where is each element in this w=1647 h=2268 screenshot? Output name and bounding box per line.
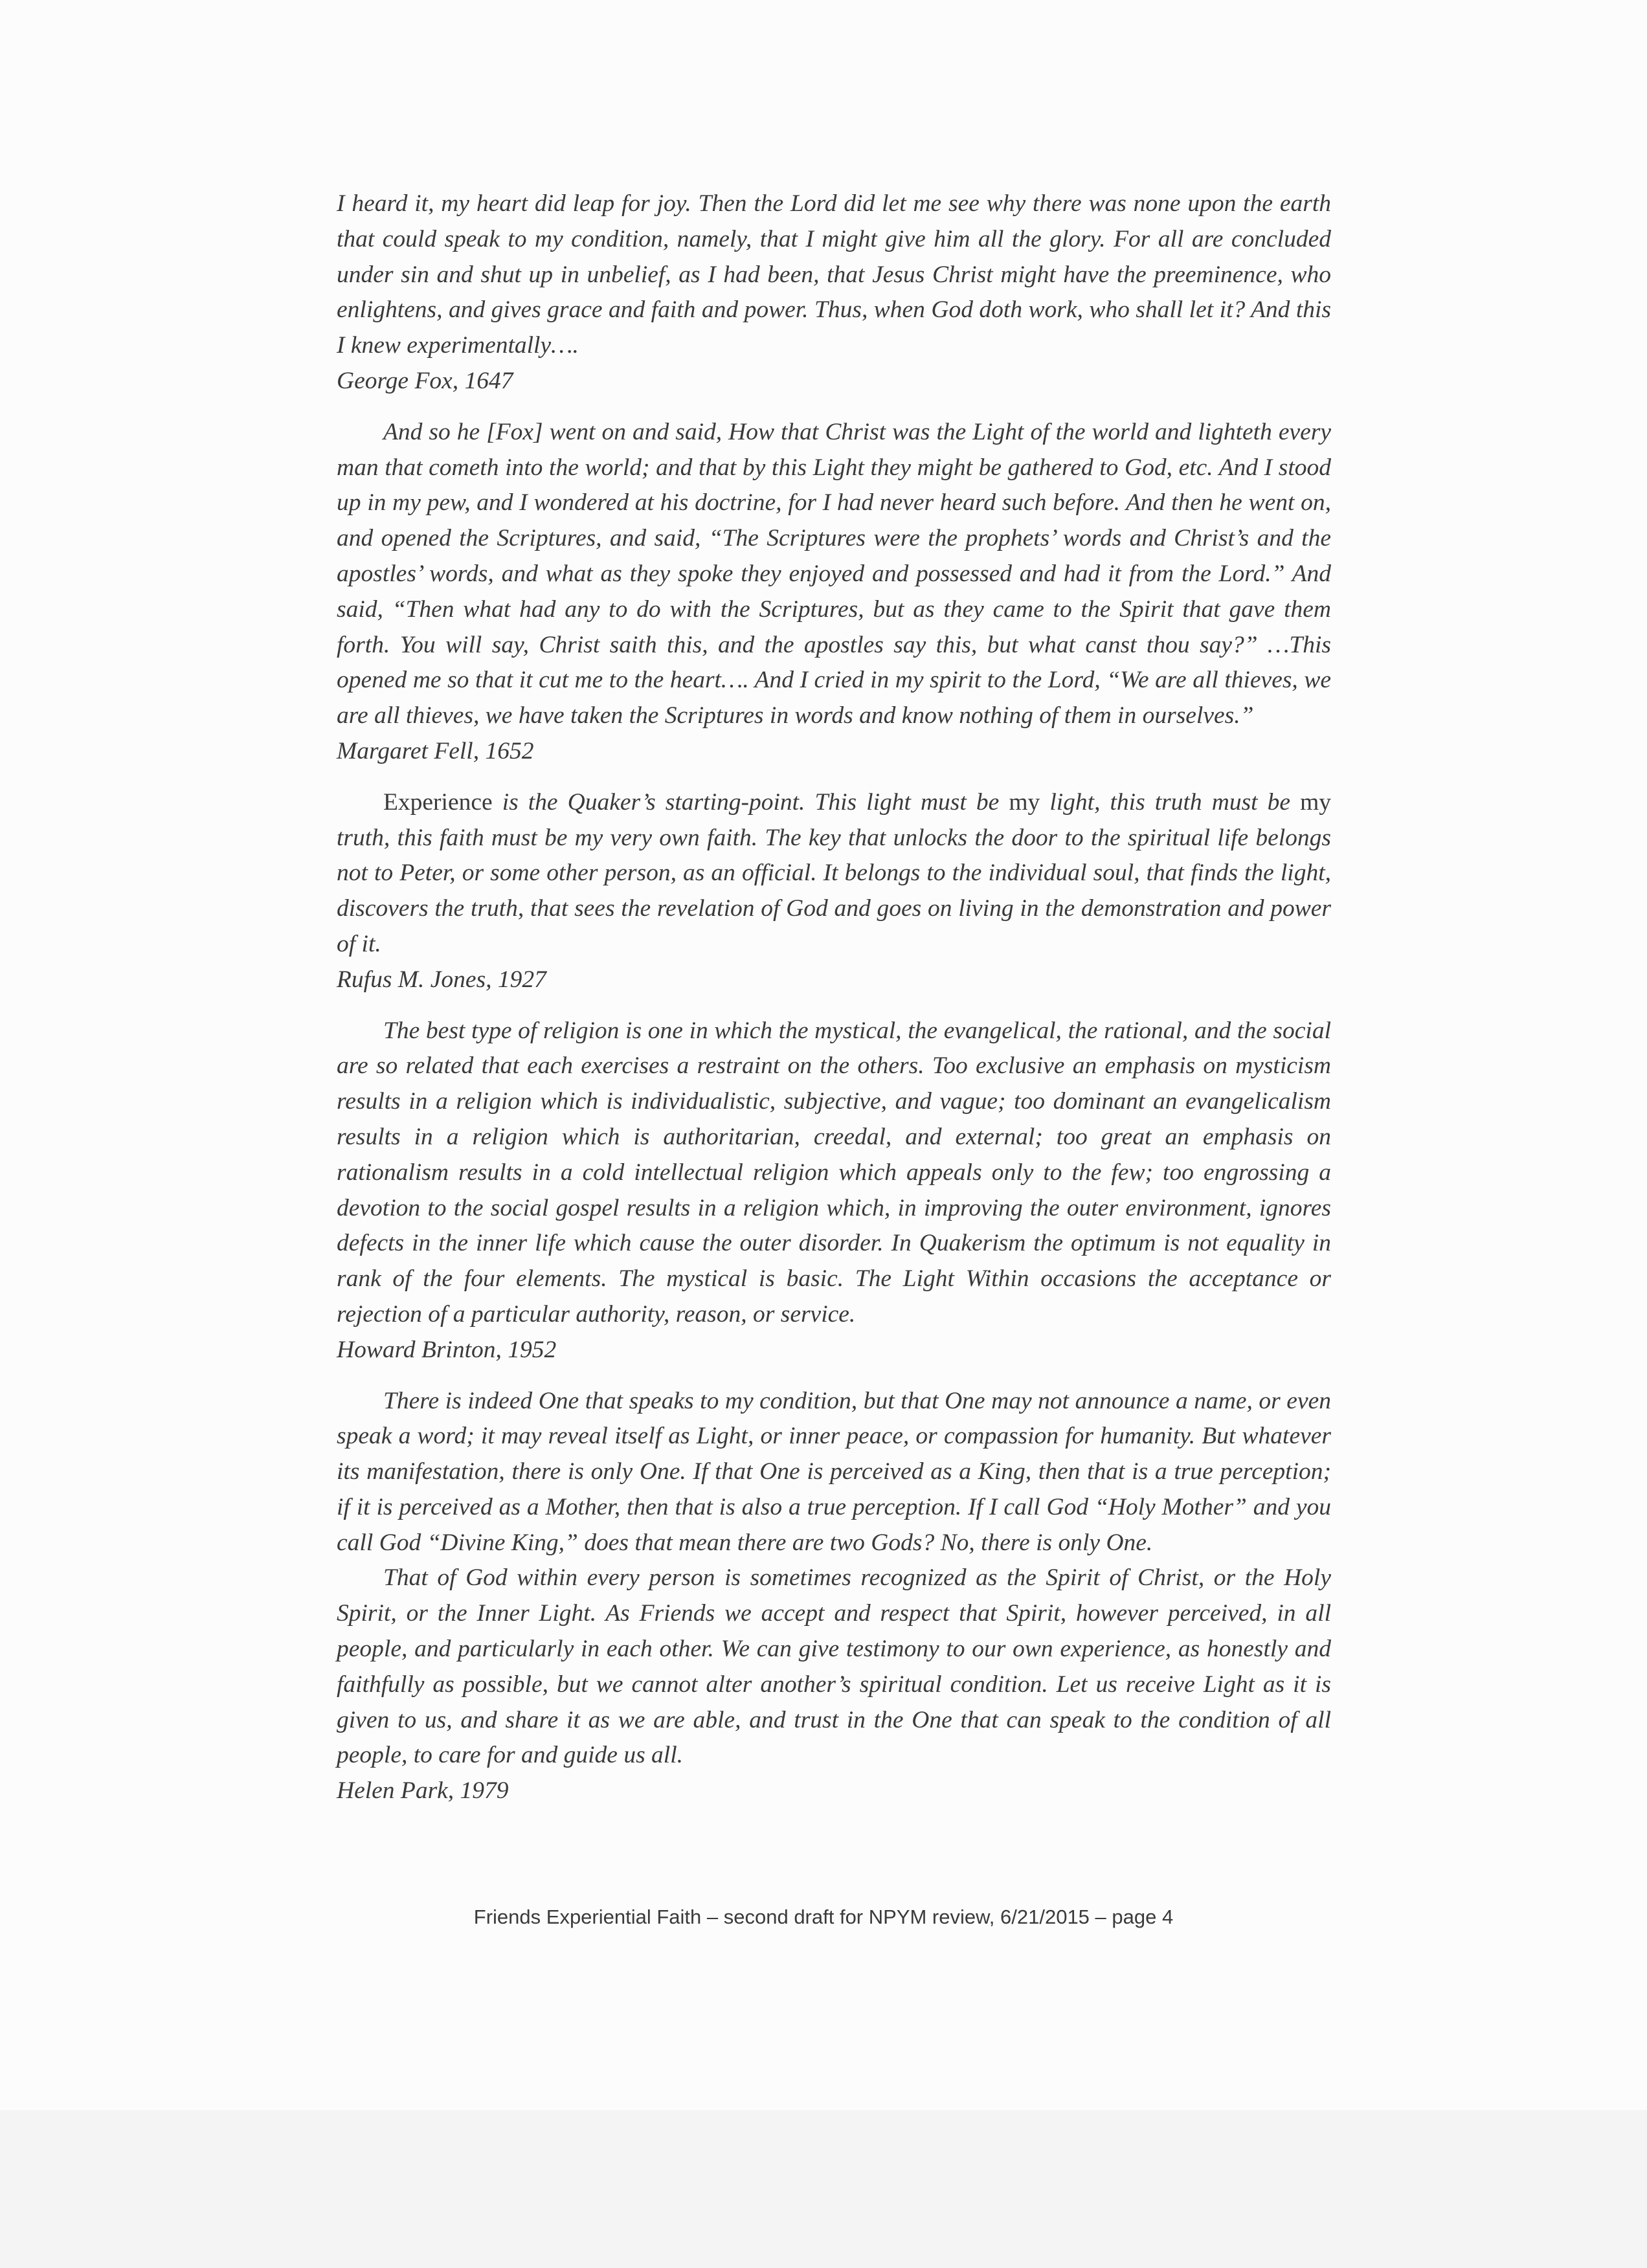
passage-howard-brinton (337, 1014, 1331, 1368)
attribution: Howard Brinton, 1952 (337, 1336, 557, 1363)
quotation-column (337, 186, 1331, 1809)
roman-word: my (1009, 788, 1040, 816)
passage-george-fox (337, 186, 1331, 399)
passage-paragraph (337, 785, 1331, 962)
passage-helen-park (337, 1384, 1331, 1810)
italic-span: truth, this faith must be my very own faith. The key that unlocks the door to the spiritual life belongs not to Peter, or some other person, as an official. It belongs to the individual soul, that finds the light, discovers the truth, that sees the revelation of God and goes on living in the demonstration and power of it. (337, 824, 1331, 957)
passage-rufus-jones (337, 785, 1331, 998)
italic-span: light, this truth must be (1040, 788, 1301, 816)
attribution: George Fox, 1647 (337, 367, 513, 394)
passage-margaret-fell (337, 415, 1331, 770)
scan-margin (0, 2110, 1647, 2268)
passage-paragraph: There is indeed One that speaks to my condition, but that One may not announce a name, or even speak a word; it may reveal itself as Light, or inner peace, or compassion for humanity. But whatever its manifestation, there is only One. If that One is perceived as a King, then that is a true perception; if it is perceived as a Mother, then that is also a true perception. If I call God “Holy Mother” and you call God “Divine King,” does that mean there are two Gods? No, there is only One. (337, 1387, 1331, 1556)
roman-word: Experience (383, 788, 493, 816)
page-footer: Friends Experiential Faith – second draft for NPYM review, 6/21/2015 – page 4 (473, 1906, 1174, 1928)
attribution: Margaret Fell, 1652 (337, 737, 534, 764)
passage-paragraph: That of God within every person is sometimes recognized as the Spirit of Christ, or the Holy Spirit, or the Inner Light. As Friends we accept and respect that Spirit, however perceived, in all people, and particularly in each other. We can give testimony to our own experience, as honestly and faithfully as possible, but we cannot alter another’s spiritual condition. Let us receive Light as it is given to us, and share it as we are able, and trust in the One that can speak to the condition of all people, to care for and guide us all. (337, 1564, 1331, 1769)
roman-word: my (1300, 788, 1332, 816)
passage-paragraph: And so he [Fox] went on and said, How that Christ was the Light of the world and lighteth every man that cometh into the world; and that by this Light they might be gathered to God, etc. And I stood up in my pew, and I wondered at his doctrine, for I had never heard such before. And then he went on, and opened the Scriptures, and said, “The Scriptures were the prophets’ words and Christ’s and the apostles’ words, and what as they spoke they enjoyed and possessed and had it from the Lord.” And said, “Then what had any to do with the Scriptures, but as they came to the Spirit that gave them forth. You will say, Christ saith this, and the apostles say this, but what canst thou say?” …This opened me so that it cut me to the heart…. And I cried in my spirit to the Lord, “We are all thieves, we are all thieves, we have taken the Scriptures in words and know nothing of them in ourselves.” (337, 418, 1331, 729)
attribution: Rufus M. Jones, 1927 (337, 966, 546, 993)
italic-span: is the Quaker’s starting-point. This light must be (492, 788, 1009, 816)
passage-paragraph: The best type of religion is one in which the mystical, the evangelical, the rational, and the social are so related that each exercises a restraint on the others. Too exclusive an emphasis on mysticism results in a religion which is individualistic, subjective, and vague; too dominant an evangelicalism results in a religion which is authoritarian, creedal, and external; too great an emphasis on rationalism results in a cold intellectual religion which appeals only to the few; too engrossing a devotion to the social gospel results in a religion which, in improving the outer environment, ignores defects in the inner life which cause the outer disorder. In Quakerism the optimum is not equality in rank of the four elements. The mystical is basic. The Light Within occasions the acceptance or rejection of a particular authority, reason, or service. (337, 1017, 1331, 1328)
passage-paragraph: I heard it, my heart did leap for joy. Then the Lord did let me see why there was none upon the earth that could speak to my condition, namely, that I might give him all the glory. For all are concluded under sin and shut up in unbelief, as I had been, that Jesus Christ might have the preeminence, who enlightens, and gives grace and faith and power. Thus, when God doth work, who shall let it? And this I knew experimentally…. (337, 190, 1331, 359)
attribution: Helen Park, 1979 (337, 1777, 509, 1805)
